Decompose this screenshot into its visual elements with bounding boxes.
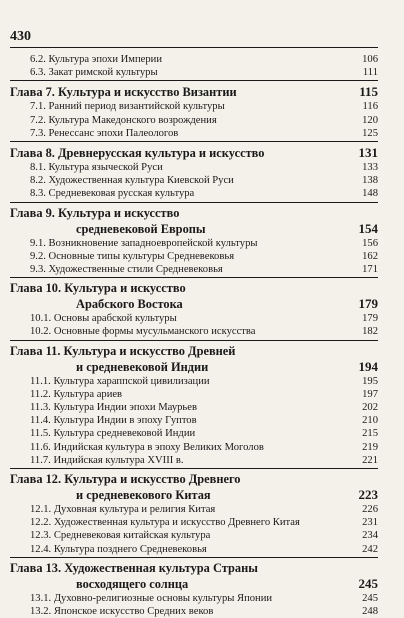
toc-section-entry — [10, 174, 378, 187]
toc-section-entry — [10, 503, 378, 516]
chapter-heading-line — [10, 487, 378, 503]
chapter-heading-line — [10, 576, 378, 592]
toc-section-entry — [10, 312, 378, 325]
section-page-number: 125 — [362, 127, 378, 139]
section-title: 9.3. Художественные стили Средневековья — [30, 264, 223, 276]
toc-chapter — [10, 468, 378, 556]
section-page-number: 221 — [362, 454, 378, 466]
chapter-page-number: 245 — [358, 575, 378, 591]
toc-section-entry — [10, 114, 378, 127]
section-title: 11.6. Индийская культура в эпоху Великих Моголов — [30, 441, 264, 453]
toc-section-entry — [10, 516, 378, 529]
header-rule — [10, 47, 378, 48]
section-title: 12.4. Культура позднего Средневековья — [30, 543, 207, 555]
chapter-title: Глава 8. Древнерусская культура и искусство — [10, 146, 265, 161]
chapter-heading-line — [10, 296, 378, 312]
section-page-number: 226 — [362, 504, 378, 516]
section-page-number: 248 — [362, 606, 378, 618]
toc-chapter — [10, 277, 378, 338]
section-title: 11.4. Культура Индии в эпоху Гуптов — [30, 415, 197, 427]
section-title: 13.1. Духовно-религиозные основы культуры Японии — [30, 592, 273, 604]
toc-section-entry — [10, 53, 378, 66]
section-page-number: 111 — [362, 67, 378, 79]
toc-section-entry — [10, 441, 378, 454]
chapter-title: Глава 13. Художественная культура Страны — [10, 560, 258, 575]
section-title: 11.2. Культура ариев — [30, 388, 123, 400]
section-title: 11.5. Культура средневековой Индии — [30, 428, 196, 440]
toc-section-entry — [10, 529, 378, 542]
toc-section-entry — [10, 375, 378, 388]
toc-section-entry — [10, 427, 378, 440]
toc-chapter — [10, 340, 378, 467]
section-page-number: 106 — [362, 54, 378, 65]
section-title: 10.1. Основы арабской культуры — [30, 313, 177, 325]
toc-section-entry — [10, 325, 378, 338]
chapter-title: и средневековой Индии — [76, 359, 209, 374]
section-page-number: 171 — [362, 264, 378, 276]
section-title: 11.3. Культура Индии эпохи Маурьев — [30, 402, 197, 414]
toc-chapter — [10, 202, 378, 277]
section-title: 11.7. Индийская культура XVIII в. — [30, 454, 184, 466]
toc-section-entry — [10, 414, 378, 427]
section-page-number: 195 — [362, 375, 378, 387]
section-title: 7.1. Ранний период византийской культуры — [30, 101, 225, 113]
chapter-heading-line — [10, 359, 378, 375]
section-title: 9.2. Основные типы культуры Средневековья — [30, 250, 235, 262]
toc-chapter — [10, 80, 378, 140]
section-page-number: 219 — [362, 441, 378, 453]
toc-section-entry — [10, 237, 378, 250]
section-page-number: 210 — [362, 415, 378, 427]
section-page-number: 202 — [362, 402, 378, 414]
section-page-number: 148 — [362, 188, 378, 200]
chapter-title: средневековой Европы — [76, 221, 206, 236]
section-page-number: 162 — [362, 250, 378, 262]
chapter-title: Глава 7. Культура и искусство Византии — [10, 85, 237, 100]
section-title: 7.3. Ренессанс эпохи Палеологов — [30, 127, 179, 139]
section-title: 8.3. Средневековая русская культура — [30, 188, 195, 200]
chapter-page-number: 154 — [358, 220, 378, 236]
chapter-heading-line — [10, 281, 378, 296]
section-title: 8.1. Культура языческой Руси — [30, 162, 163, 174]
section-page-number: 120 — [362, 114, 378, 126]
toc-section-entry — [10, 388, 378, 401]
table-of-contents — [10, 53, 378, 618]
chapter-page-number: 131 — [358, 145, 378, 161]
toc-section-entry — [10, 401, 378, 414]
toc-section-entry — [10, 605, 378, 618]
chapter-heading-line — [10, 84, 378, 100]
toc-section-entry — [10, 127, 378, 140]
section-title: 7.2. Культура Македонского возрождения — [30, 114, 217, 126]
chapter-title: Глава 10. Культура и искусство — [10, 281, 186, 296]
toc-section-entry — [10, 187, 378, 200]
toc-section-entry — [10, 543, 378, 556]
chapter-title: Глава 11. Культура и искусство Древней — [10, 343, 236, 358]
chapter-page-number: 115 — [359, 84, 378, 100]
chapter-page-number: 223 — [358, 487, 378, 503]
section-title: 12.3. Средневековая китайская культура — [30, 530, 211, 542]
chapter-heading-line — [10, 145, 378, 161]
toc-chapter — [10, 141, 378, 201]
chapter-title: восходящего солнца — [76, 576, 189, 591]
toc-section-entry — [10, 454, 378, 467]
section-title: 10.2. Основные формы мусульманского искусства — [30, 326, 256, 338]
section-title: 8.2. Художественная культура Киевской Руси — [30, 175, 234, 187]
chapter-page-number: 179 — [358, 296, 378, 312]
chapter-title: Глава 12. Культура и искусство Древнего — [10, 472, 241, 487]
chapter-title: Арабского Востока — [76, 297, 183, 312]
toc-section-entry — [10, 250, 378, 263]
toc-section-entry — [10, 100, 378, 113]
chapter-heading-line — [10, 344, 378, 359]
section-title: 12.2. Художественная культура и искусство Древнего Китая — [30, 517, 300, 529]
page-number: 430 — [10, 29, 31, 44]
toc-section-entry — [10, 161, 378, 174]
toc-section-entry — [10, 263, 378, 276]
section-title: 13.2. Японское искусство Средних веков — [30, 606, 214, 618]
chapter-page-number: 194 — [358, 358, 378, 374]
section-title: 6.2. Культура эпохи Империи — [30, 54, 163, 65]
toc-chapter — [10, 557, 378, 618]
chapter-title: Глава 9. Культура и искусство — [10, 205, 180, 220]
section-page-number: 179 — [362, 313, 378, 325]
chapter-heading-line — [10, 221, 378, 237]
section-page-number: 242 — [362, 543, 378, 555]
chapter-heading-line — [10, 561, 378, 576]
section-page-number: 116 — [362, 101, 378, 113]
section-page-number: 156 — [362, 237, 378, 249]
page-header — [10, 18, 378, 44]
section-title: 9.1. Возникновение западноевропейской культуры — [30, 237, 258, 249]
section-page-number: 182 — [362, 326, 378, 338]
chapter-title: и средневекового Китая — [76, 488, 211, 503]
section-title: 11.1. Культура хараппской цивилизации — [30, 375, 210, 387]
toc-section-entry — [10, 66, 378, 79]
section-page-number: 231 — [362, 517, 378, 529]
chapter-heading-line — [10, 206, 378, 221]
section-page-number: 245 — [362, 592, 378, 604]
chapter-heading-line — [10, 472, 378, 487]
toc-section-entry — [10, 592, 378, 605]
section-title: 12.1. Духовная культура и религия Китая — [30, 504, 216, 516]
section-page-number: 215 — [362, 428, 378, 440]
section-page-number: 138 — [362, 175, 378, 187]
section-page-number: 197 — [362, 388, 378, 400]
section-title: 6.3. Закат римской культуры — [30, 67, 158, 79]
section-page-number: 133 — [362, 162, 378, 174]
section-page-number: 234 — [362, 530, 378, 542]
